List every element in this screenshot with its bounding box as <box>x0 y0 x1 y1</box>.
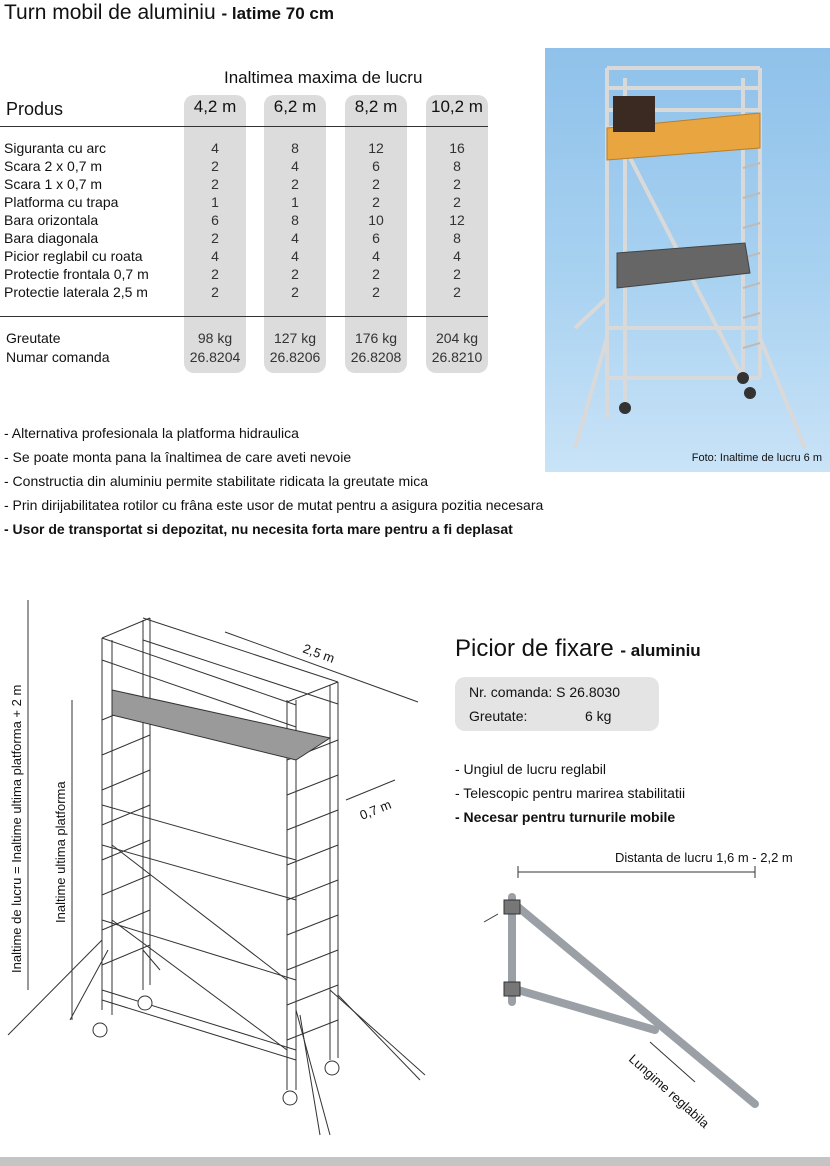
table-cell: 8 <box>291 140 299 156</box>
table-cell: 6 <box>372 230 380 246</box>
fixing-leg-feature-bold: - Necesar pentru turnurile mobile <box>455 809 676 825</box>
table-cell: 4 <box>211 248 219 264</box>
table-header: Inaltimea maxima de lucru <box>224 68 423 87</box>
table-rule-bottom <box>0 316 488 317</box>
weight-value: 127 kg <box>273 330 317 346</box>
component-label: Scara 1 x 0,7 m <box>4 176 103 192</box>
component-label: Bara orizontala <box>4 212 99 228</box>
order-number: 26.8210 <box>431 349 483 365</box>
table-cell: 16 <box>449 140 465 156</box>
column-totals-2 <box>264 329 326 367</box>
table-cell: 4 <box>372 248 380 264</box>
totals-labels <box>6 329 110 367</box>
weight-value: 176 kg <box>354 330 398 346</box>
table-cell: 4 <box>211 140 219 156</box>
table-cell: 2 <box>453 266 461 282</box>
column-values-3 <box>345 139 407 301</box>
table-cell: 2 <box>211 176 219 192</box>
column-totals-1 <box>184 329 246 367</box>
tower-technical-drawing <box>0 590 440 1150</box>
photo-caption: Foto: Inaltime de lucru 6 m <box>691 452 822 464</box>
order-number: 26.8204 <box>189 349 241 365</box>
order-number: 26.8208 <box>350 349 402 365</box>
fixing-leg-features <box>455 757 685 829</box>
working-distance-label: Distanta de lucru 1,6 m - 2,2 m <box>615 850 793 865</box>
scaffold-photo-illustration <box>545 48 830 472</box>
height-label-1: 4,2 m <box>193 97 237 116</box>
component-label: Bara diagonala <box>4 230 99 246</box>
table-cell: 2 <box>372 194 380 210</box>
component-label: Scara 2 x 0,7 m <box>4 158 103 174</box>
weight-value: 98 kg <box>197 330 233 346</box>
order-number: 26.8206 <box>269 349 321 365</box>
title-sub: - latime 70 cm <box>221 4 334 23</box>
column-totals-4 <box>426 329 488 367</box>
table-rule-top <box>0 126 488 127</box>
fixing-leg-feature: - Telescopic pentru marirea stabilitatii <box>455 785 686 801</box>
table-cell: 8 <box>453 230 461 246</box>
fixing-leg-drawing <box>470 842 800 1152</box>
feature-item: - Constructia din aluminiu permite stabilitate ridicata la greutate mica <box>4 473 429 489</box>
fixing-leg-order: Nr. comanda: S 26.8030 <box>469 684 620 700</box>
feature-item: - Prin dirijabilitatea rotilor cu frâna este usor de mutat pentru a asigura pozitia necesara <box>4 497 544 513</box>
table-cell: 2 <box>372 176 380 192</box>
table-cell: 2 <box>372 284 380 300</box>
table-cell: 2 <box>372 266 380 282</box>
table-cell: 1 <box>291 194 299 210</box>
fixing-leg-title-main: Picior de fixare <box>455 635 614 662</box>
bottom-bar <box>0 1157 830 1166</box>
fixing-leg-weight-value: 6 kg <box>585 708 612 724</box>
order-number-label: Numar comanda <box>6 349 110 365</box>
table-cell: 12 <box>368 140 384 156</box>
table-cell: 2 <box>291 176 299 192</box>
table-cell: 2 <box>211 158 219 174</box>
table-cell: 2 <box>291 284 299 300</box>
table-cell: 4 <box>291 230 299 246</box>
fixing-leg-info-box <box>455 677 659 731</box>
table-cell: 6 <box>211 212 219 228</box>
height-label-4: 10,2 m <box>431 97 483 116</box>
table-cell: 8 <box>291 212 299 228</box>
working-height-label: Inaltime de lucru = Inaltime ultima platforma + 2 m <box>9 684 24 973</box>
fixing-leg-weight-label: Greutate: <box>469 708 528 724</box>
feature-list <box>4 421 543 541</box>
fixing-leg-title-sub: - aluminiu <box>620 641 701 660</box>
component-label: Protectie frontala 0,7 m <box>4 266 149 282</box>
table-cell: 8 <box>453 158 461 174</box>
fixing-leg-feature: - Ungiul de lucru reglabil <box>455 761 606 777</box>
column-values-2 <box>264 139 326 301</box>
component-list <box>4 139 149 301</box>
table-cell: 2 <box>453 284 461 300</box>
platform-height-label: Inaltime ultima platforma <box>53 781 68 923</box>
length-dimension: 2,5 m <box>300 640 337 666</box>
table-cell: 6 <box>372 158 380 174</box>
table-cell: 10 <box>368 212 384 228</box>
height-label-2: 6,2 m <box>273 97 317 116</box>
table-cell: 4 <box>453 248 461 264</box>
table-cell: 2 <box>291 266 299 282</box>
table-cell: 2 <box>453 176 461 192</box>
fixing-leg-title <box>455 635 701 663</box>
adjustable-length-label: Lungime reglabila <box>625 1051 713 1131</box>
weight-value: 204 kg <box>435 330 479 346</box>
column-totals-3 <box>345 329 407 367</box>
component-label: Picior reglabil cu roata <box>4 248 143 264</box>
title-main: Turn mobil de aluminiu <box>4 1 216 24</box>
table-cell: 4 <box>291 158 299 174</box>
component-label: Siguranta cu arc <box>4 140 106 156</box>
table-cell: 2 <box>211 230 219 246</box>
weight-label: Greutate <box>6 330 61 346</box>
height-label-3: 8,2 m <box>354 97 398 116</box>
width-dimension: 0,7 m <box>357 796 394 823</box>
feature-item: - Alternativa profesionala la platforma hidraulica <box>4 425 299 441</box>
table-cell: 2 <box>211 284 219 300</box>
feature-item-bold: - Usor de transportat si depozitat, nu necesita forta mare pentru a fi deplasat <box>4 521 513 537</box>
table-cell: 1 <box>211 194 219 210</box>
column-values-4 <box>426 139 488 301</box>
product-photo <box>545 48 830 472</box>
table-cell: 12 <box>449 212 465 228</box>
table-cell: 4 <box>291 248 299 264</box>
product-label: Produs <box>6 99 64 119</box>
table-cell: 2 <box>211 266 219 282</box>
table-cell: 2 <box>453 194 461 210</box>
component-label: Protectie laterala 2,5 m <box>4 284 148 300</box>
feature-item: - Se poate monta pana la înaltimea de care aveti nevoie <box>4 449 352 465</box>
column-values-1 <box>184 139 246 301</box>
component-label: Platforma cu trapa <box>4 194 119 210</box>
page-title <box>4 1 334 25</box>
